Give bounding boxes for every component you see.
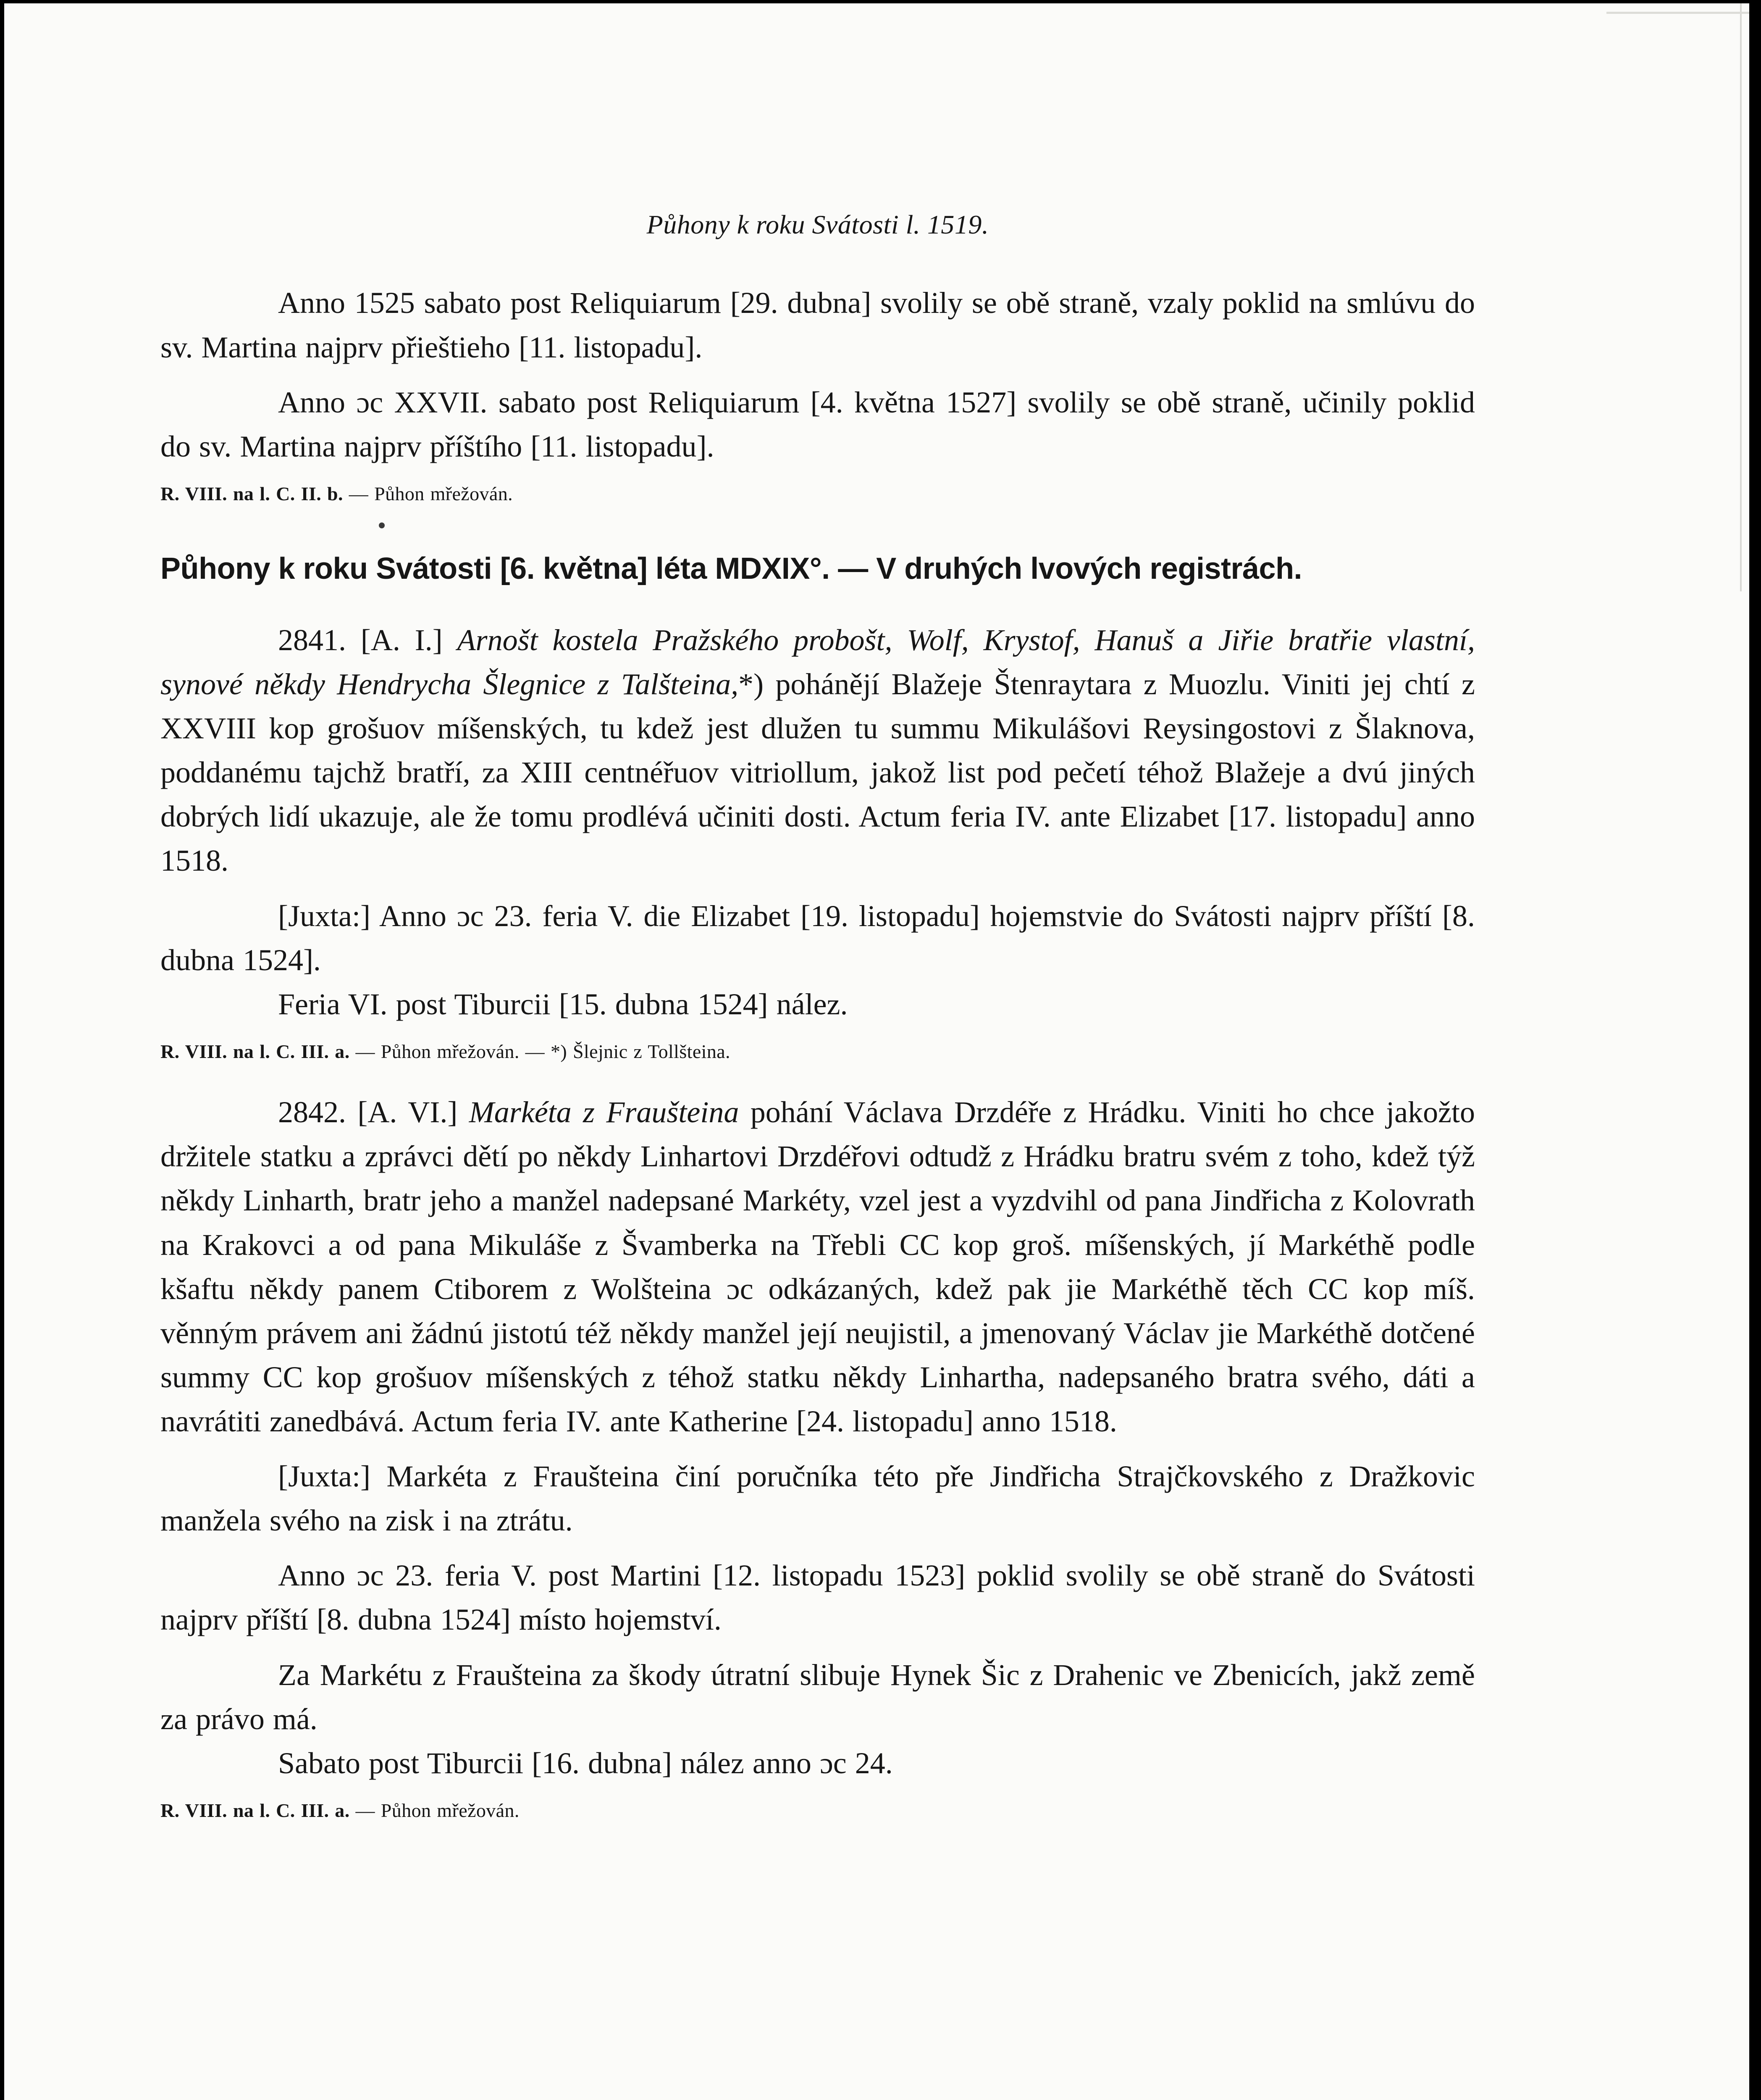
section-heading: Půhony k roku Svátosti [6. května] léta MDXIX°. — V druhých lvových registrách. (160, 552, 1302, 586)
scanned-page (4, 3, 1749, 2100)
continuation-paragraph-2: Anno ɔc XXVII. sabato post Reliquiarum [4. května 1527] svolily se obě straně, učinily poklid do sv. Martina najprv příštího [11. listopadu]. (160, 385, 1475, 463)
register-remark: — Půhon mřežován. (343, 483, 513, 504)
register-reference: R. VIII. na l. C. III. a. (160, 1040, 350, 1062)
stray-dot-mark (160, 507, 1475, 545)
continuation-register-note (160, 480, 1475, 507)
entry-2842-settlement: Anno ɔc 23. feria V. post Martini [12. listopadu 1523] poklid svolily se obě straně do Svátosti najprv příští [8. dubna 1524] místo hojemství. (160, 1559, 1475, 1637)
entry-2842-juxta: [Juxta:] Markéta z Fraušteina činí poručníka této pře Jindřicha Strajčkovského z Dražkovic manžela svého na zisk i na ztrátu. (160, 1460, 1475, 1538)
entry-2842-surety: Za Markétu z Fraušteina za škody útratní slibuje Hynek Šic z Drahenic ve Zbenicích, jakž země za právo má. (160, 1658, 1475, 1736)
entry-2842-register-note (160, 1797, 1475, 1824)
continuation-paragraph-1: Anno 1525 sabato post Reliquiarum [29. dubna] svolily se obě straně, vzaly poklid na smlúvu do sv. Martina najprv přieštieho [11. listopadu]. (160, 286, 1475, 364)
register-remark: — Půhon mřežován. (349, 1799, 520, 1821)
entry-text: pohání Václava Drzdéře z Hrádku. Viniti ho chce jakožto držitele statku a zprávci dětí po někdy Linhartovi Drzdéřovi odtudž z Hrádku bratru svém z toho, kdež týž někdy Linharth, bratr jeho a manžel nadepsané Markéty, vzel jest a vyzdvihl od pana Jindřicha z Kolovrath na Krakovci a od pana Mikuláše z Švamberka na Třebli CC kop groš. míšenských, jí Markéthě podle kšaftu někdy panem Ctiborem z Wolšteina ɔc odkázaných, kdež pak jie Markéthě těch CC kop míš. věnným právem ani žádnú jistotú též někdy manžel její neujistil, a jmenovaný Václav jie Markéthě dotčené summy CC kop grošuov míšenských z téhož statku někdy Linhartha, nadepsaného bratra svého, dáti a navrátiti zanedbává. Actum feria IV. ante Katherine [24. listopadu] anno 1518. (160, 1095, 1475, 1438)
page-body (160, 205, 1475, 1824)
register-remark: — Půhon mřežován. — *) Šlejnic z Tollšteina. (349, 1040, 730, 1062)
entry-2841-main (160, 618, 1475, 883)
entry-2841-juxta: [Juxta:] Anno ɔc 23. feria V. die Elizabet [19. listopadu] hojemstvie do Svátosti najprv příští [8. dubna 1524]. (160, 899, 1475, 977)
entry-2841-verdict: Feria VI. post Tiburcii [15. dubna 1524] nález. (278, 987, 848, 1021)
plaintiff: Markéta z Fraušteina (469, 1095, 739, 1129)
page-edge-shadow (1740, 3, 1742, 591)
entry-number: 2842. [A. VI.] (278, 1095, 458, 1129)
entry-2842-verdict: Sabato post Tiburcii [16. dubna] nález anno ɔc 24. (278, 1746, 893, 1780)
entry-text: *) pohánějí Blažeje Štenraytara z Muozlu. Viniti jej chtí z XXVIII kop grošuov míšenských, tu kdež jest dlužen tu summu Mikulášovi Reysingostovi z Šlaknova, poddanému tajchž bratří, za XIII centnéřuov vitriollum, jakož list pod pečetí téhož Blažeje a dvú jiných dobrých lidí ukazuje, ale že tomu prodlévá učiniti dosti. Actum feria IV. ante Elizabet [17. listopadu] anno 1518. (160, 667, 1475, 878)
page-edge-mark (1606, 12, 1749, 14)
entry-number: 2841. [A. I.] (278, 623, 443, 657)
running-head: Půhony k roku Svátosti l. 1519. (646, 210, 989, 239)
register-reference: R. VIII. na l. C. II. b. (160, 483, 343, 504)
entry-2841-register-note (160, 1038, 1475, 1065)
entry-2842-main (160, 1090, 1475, 1444)
register-reference: R. VIII. na l. C. III. a. (160, 1799, 350, 1821)
plaintiffs: Arnošt kostela Pražského probošt, Wolf, Krystof, Hanuš a Jiřie bratřie vlastní, synové někdy Hendrycha Šlegnice z Talšteina, (160, 623, 1475, 701)
